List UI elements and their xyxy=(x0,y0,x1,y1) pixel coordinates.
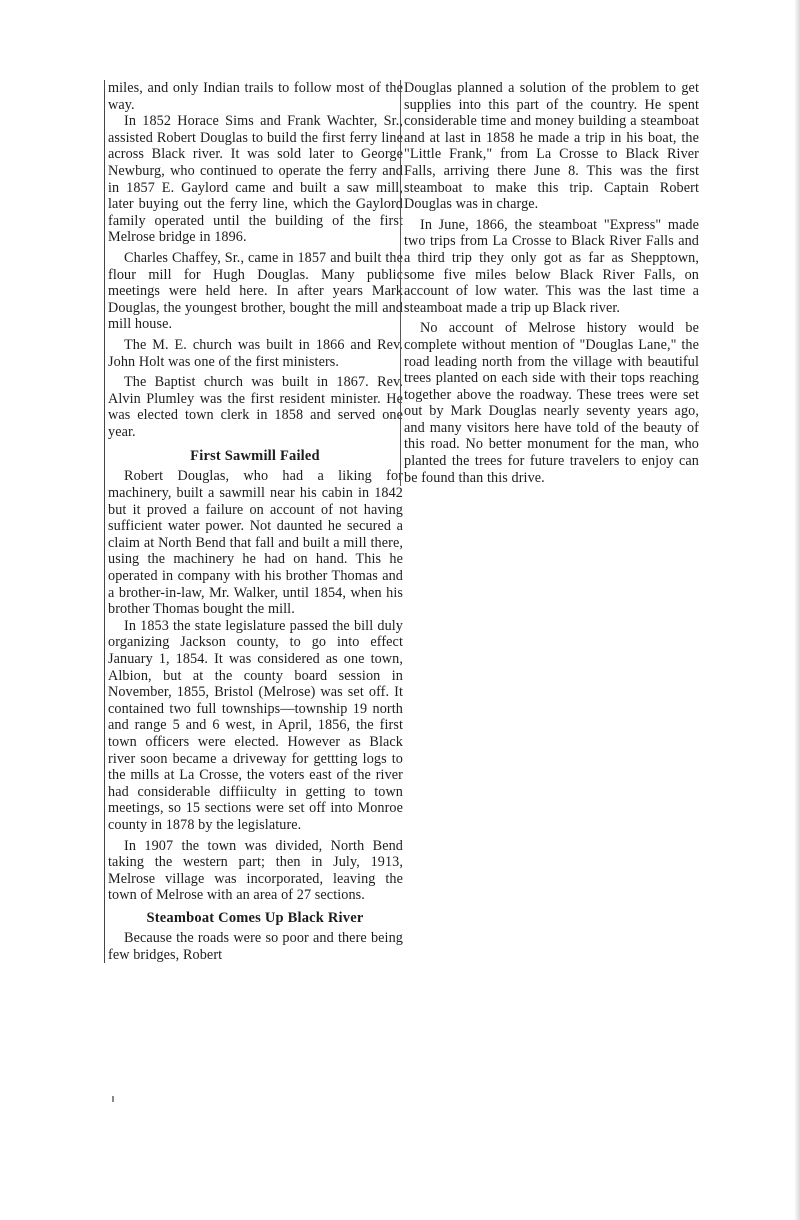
paragraph: In 1853 the state legislature passed the bill duly organizing Jackson county, to go into effect January 1, 1854. It was considered as one town, Albion, but at the county board session in November, 1855, Bristol (Melrose) was set off. It contained two full townships—township 19 north and range 5 and 6 west, in April, 1856, the first town officers were elected. However as Black river soon became a driveway for gettting logs to the mills at La Crosse, the voters east of the river had considerable diffiiculty in getting to town meetings, so 15 sections were set off into Monroe county in 1878 by the legislature. xyxy=(108,617,403,833)
paragraph: The M. E. church was built in 1866 and Rev. John Holt was one of the first ministers. xyxy=(108,336,403,370)
paragraph: In 1852 Horace Sims and Frank Wachter, Sr., assisted Robert Douglas to build the first ferry line across Black river. It was sold later to George Newburg, who continued to operate the ferry and in 1857 E. Gaylord came and built a saw mill, later buying out the ferry line, which the Gaylord family operated until the building of the first Melrose bridge in 1896. xyxy=(108,113,403,246)
paragraph: No account of Melrose history would be complete without mention of "Douglas Lane," the road leading north from the village with beautiful trees planted on each side with their tops reaching together above the roadway. These trees were set out by Mark Douglas nearly seventy years ago, and many visitors here have told of the beauty of this road. No better monument for the man, who planted the trees for future travelers to enjoy can be found than this drive. xyxy=(404,320,699,486)
paragraph: Because the roads were so poor and there being few bridges, Robert xyxy=(108,929,403,963)
paragraph: The Baptist church was built in 1867. Rev. Alvin Plumley was the first resident minister. He was elected town clerk in 1858 and served one year. xyxy=(108,374,403,440)
paragraph: In 1907 the town was divided, North Bend taking the western part; then in July, 1913, Melrose village was incorporated, leaving the town of Melrose with an area of 27 sections. xyxy=(108,837,403,904)
page-edge-shadow xyxy=(794,0,800,1220)
paragraph: miles, and only Indian trails to follow most of the way. xyxy=(108,80,403,113)
print-mark xyxy=(112,1096,114,1102)
right-column xyxy=(400,80,701,486)
left-column xyxy=(104,80,405,963)
paragraph: In June, 1866, the steamboat "Express" made two trips from La Crosse to Black River Falls and a third trip they only got as far as Shepptown, some five miles below Black River Falls, on account of low water. This was the last time a steamboat made a trip up Black river. xyxy=(404,216,699,316)
section-heading: First Sawmill Failed xyxy=(190,448,320,465)
section-heading: Steamboat Comes Up Black River xyxy=(146,909,364,926)
paragraph: Charles Chaffey, Sr., came in 1857 and built the flour mill for Hugh Douglas. Many public meetings were held here. In after years Mark Douglas, the youngest brother, bought the mill and mill house. xyxy=(108,249,403,333)
paragraph: Robert Douglas, who had a liking for machinery, built a sawmill near his cabin in 1842 but it proved a failure on account of not having sufficient water power. Not daunted he secured a claim at North Bend that fall and built a mill there, using the machinery he had on hand. This he operated in company with his brother Thomas and a brother-in-law, Mr. Walker, until 1854, when his brother Thomas bought the mill. xyxy=(108,468,403,618)
paragraph: Douglas planned a solution of the problem to get supplies into this part of the country. He spent considerable time and money building a steamboat and at last in 1858 he made a trip in his boat, the "Little Frank," from La Crosse to Black River Falls, arriving there June 8. This was the first steamboat to make this trip. Captain Robert Douglas was in charge. xyxy=(404,80,699,213)
